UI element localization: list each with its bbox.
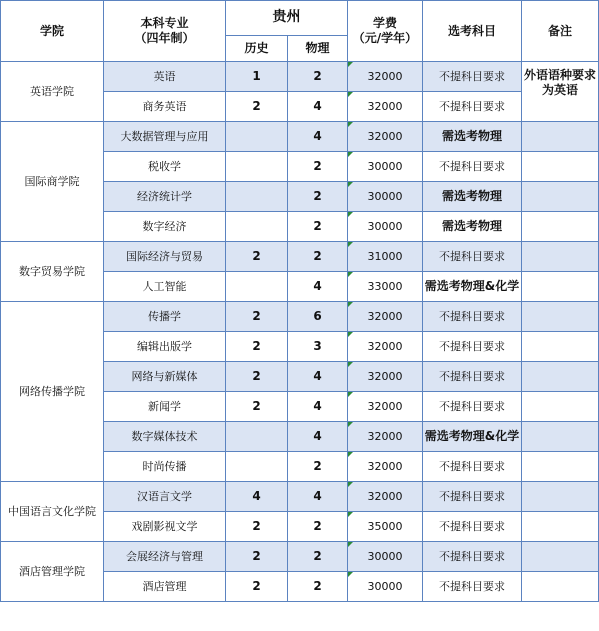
table-row [1,62,599,92]
physics-cell: 4 [288,362,348,392]
major-cell: 传播学 [104,302,226,332]
history-cell: 2 [226,392,288,422]
fee-cell: 35000 [348,512,423,542]
history-cell [226,182,288,212]
college-name-cell: 网络传播学院 [1,302,104,482]
physics-cell: 4 [288,92,348,122]
physics-cell: 2 [288,572,348,602]
remark-cell [522,332,599,362]
college-name-cell: 数字贸易学院 [1,242,104,302]
college-name-cell: 英语学院 [1,62,104,122]
remark-cell [522,152,599,182]
major-cell: 国际经济与贸易 [104,242,226,272]
remark-cell [522,482,599,512]
header-college: 学院 [1,1,104,62]
fee-cell: 32000 [348,122,423,152]
subjects-cell: 不提科目要求 [423,512,522,542]
major-cell: 大数据管理与应用 [104,122,226,152]
physics-cell: 2 [288,242,348,272]
table-row [1,542,599,572]
physics-cell: 2 [288,152,348,182]
physics-cell: 4 [288,422,348,452]
major-cell: 经济统计学 [104,182,226,212]
header-fee-line1: 学费 [372,16,397,30]
subjects-cell: 需选考物理 [423,182,522,212]
physics-cell: 2 [288,542,348,572]
history-cell [226,422,288,452]
remark-cell [522,392,599,422]
physics-cell: 3 [288,332,348,362]
history-cell [226,152,288,182]
subjects-cell: 需选考物理&化学 [423,272,522,302]
major-cell: 商务英语 [104,92,226,122]
fee-cell: 32000 [348,392,423,422]
physics-cell: 2 [288,452,348,482]
fee-cell: 32000 [348,452,423,482]
subjects-cell: 不提科目要求 [423,62,522,92]
physics-cell: 2 [288,212,348,242]
major-cell: 数字经济 [104,212,226,242]
fee-cell: 32000 [348,62,423,92]
subjects-cell: 不提科目要求 [423,302,522,332]
college-name-cell: 国际商学院 [1,122,104,242]
history-cell [226,272,288,302]
fee-cell: 33000 [348,272,423,302]
college-name-cell: 中国语言文化学院 [1,482,104,542]
fee-cell: 32000 [348,482,423,512]
history-cell: 2 [226,572,288,602]
remark-cell [522,452,599,482]
major-cell: 网络与新媒体 [104,362,226,392]
table-row [1,302,599,332]
table-row [1,242,599,272]
header-remark: 备注 [522,1,599,62]
fee-cell: 32000 [348,422,423,452]
fee-cell: 32000 [348,332,423,362]
header-history: 历史 [226,36,288,62]
table-row [1,482,599,512]
history-cell [226,212,288,242]
subjects-cell: 不提科目要求 [423,242,522,272]
subjects-cell: 不提科目要求 [423,332,522,362]
major-cell: 会展经济与管理 [104,542,226,572]
header-major-line2: （四年制） [134,31,195,45]
fee-cell: 32000 [348,302,423,332]
major-cell: 英语 [104,62,226,92]
remark-cell [522,272,599,302]
history-cell: 2 [226,542,288,572]
physics-cell: 2 [288,182,348,212]
college-name-cell: 酒店管理学院 [1,542,104,602]
subjects-cell: 不提科目要求 [423,92,522,122]
major-cell: 人工智能 [104,272,226,302]
header-major-line1: 本科专业 [140,16,189,30]
subjects-cell: 需选考物理 [423,122,522,152]
header-row-1 [1,1,599,36]
physics-cell: 4 [288,482,348,512]
fee-cell: 31000 [348,242,423,272]
history-cell: 2 [226,332,288,362]
remark-cell [522,362,599,392]
remark-note-cell: 外语语种要求为英语 [522,62,599,122]
fee-cell: 30000 [348,152,423,182]
major-cell: 戏剧影视文学 [104,512,226,542]
major-cell: 数字媒体技术 [104,422,226,452]
subjects-cell: 不提科目要求 [423,482,522,512]
header-region: 贵州 [226,1,348,36]
fee-cell: 32000 [348,92,423,122]
header-major [104,1,226,62]
remark-cell [522,512,599,542]
subjects-cell: 需选考物理&化学 [423,422,522,452]
physics-cell: 2 [288,512,348,542]
history-cell: 2 [226,302,288,332]
header-fee [348,1,423,62]
history-cell: 4 [226,482,288,512]
major-cell: 酒店管理 [104,572,226,602]
header-physics: 物理 [288,36,348,62]
remark-cell [522,182,599,212]
fee-cell: 30000 [348,572,423,602]
history-cell: 1 [226,62,288,92]
history-cell: 2 [226,512,288,542]
header-subjects: 选考科目 [423,1,522,62]
fee-cell: 32000 [348,362,423,392]
history-cell: 2 [226,242,288,272]
physics-cell: 4 [288,272,348,302]
remark-cell [522,422,599,452]
subjects-cell: 不提科目要求 [423,572,522,602]
history-cell: 2 [226,92,288,122]
subjects-cell: 不提科目要求 [423,452,522,482]
fee-cell: 30000 [348,542,423,572]
physics-cell: 4 [288,392,348,422]
fee-cell: 30000 [348,212,423,242]
remark-cell [522,542,599,572]
major-cell: 编辑出版学 [104,332,226,362]
remark-cell [522,122,599,152]
table-body [1,62,599,602]
fee-cell: 30000 [348,182,423,212]
subjects-cell: 不提科目要求 [423,392,522,422]
subjects-cell: 不提科目要求 [423,362,522,392]
history-cell [226,122,288,152]
major-cell: 汉语言文学 [104,482,226,512]
physics-cell: 2 [288,62,348,92]
remark-cell [522,572,599,602]
history-cell: 2 [226,362,288,392]
remark-cell [522,212,599,242]
physics-cell: 6 [288,302,348,332]
header-fee-line2: （元/学年） [352,31,418,45]
major-cell: 新闻学 [104,392,226,422]
physics-cell: 4 [288,122,348,152]
major-cell: 时尚传播 [104,452,226,482]
history-cell [226,452,288,482]
remark-cell [522,302,599,332]
table-row [1,122,599,152]
remark-cell [522,242,599,272]
major-cell: 税收学 [104,152,226,182]
subjects-cell: 需选考物理 [423,212,522,242]
subjects-cell: 不提科目要求 [423,152,522,182]
subjects-cell: 不提科目要求 [423,542,522,572]
